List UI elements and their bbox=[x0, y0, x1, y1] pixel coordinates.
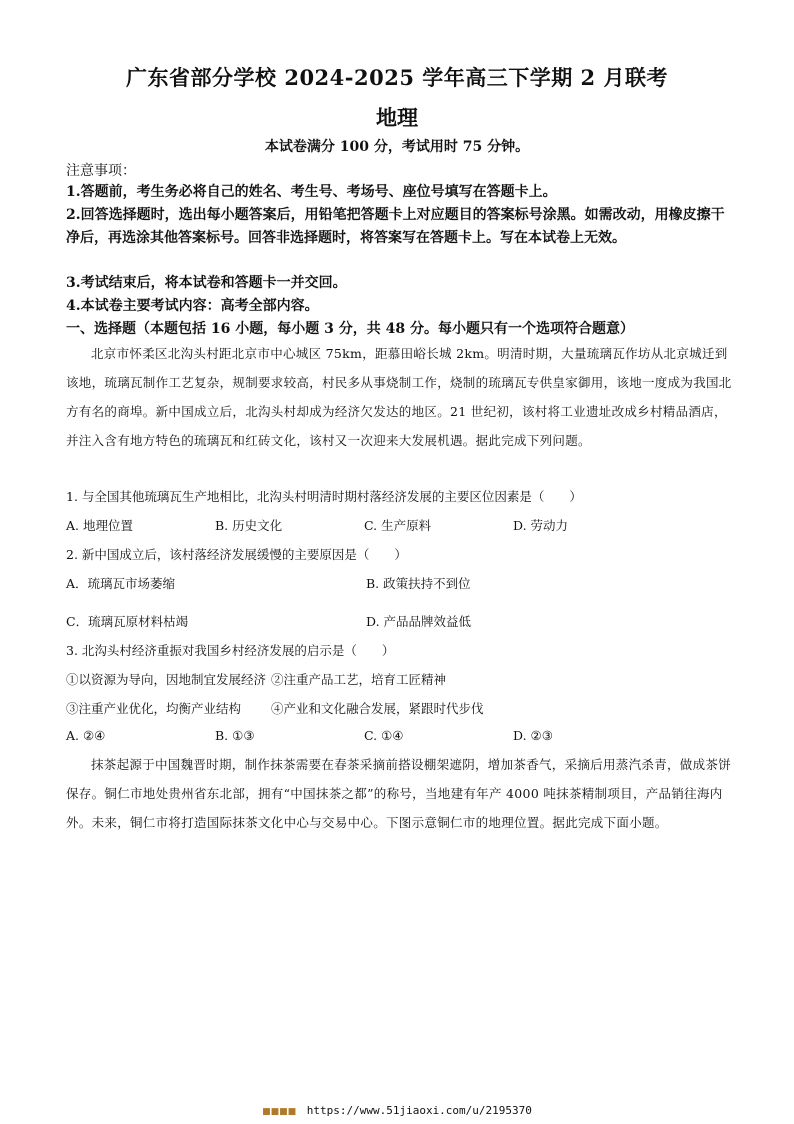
question-stem: 1. 与全国其他琉璃瓦生产地相比，北沟头村明清时期村落经济发展的主要区位因素是（ ） bbox=[66, 489, 582, 504]
option[interactable]: D. 劳动力 bbox=[513, 518, 569, 533]
option[interactable]: A. ②④ bbox=[66, 728, 106, 743]
statement-row bbox=[66, 699, 734, 717]
footer-url[interactable]: https://www.51jiaoxi.com/u/2195370 bbox=[306, 1104, 532, 1117]
notice-item: 3.考试结束后，将本试卷和答题卡一并交回。 bbox=[66, 275, 347, 291]
question-options bbox=[66, 728, 734, 743]
option[interactable]: A．琉璃瓦市场萎缩 bbox=[66, 576, 176, 591]
site-logo-mark: ■■■■ bbox=[262, 1107, 297, 1117]
section-heading: 一、选择题（本题包括 16 小题，每小题 3 分，共 48 分。每小题只有一个选项符合题意） bbox=[66, 321, 634, 337]
question-stem: 3. 北沟头村经济重振对我国乡村经济发展的启示是（ ） bbox=[66, 643, 395, 658]
notice-item: 2.回答选择题时，选出每小题答案后，用铅笔把答题卡上对应题目的答案标号涂黑。如需改动，用橡皮擦干净后，再选涂其他答案标号。回答非选择题时，将答案写在答题卡上。写在本试卷上无效。 bbox=[66, 207, 725, 246]
option[interactable]: C. 生产原料 bbox=[364, 518, 432, 533]
statement: ①以资源为导向，因地制宜发展经济 bbox=[66, 672, 267, 687]
option[interactable]: B. 政策扶持不到位 bbox=[366, 576, 471, 591]
option[interactable]: C. ①④ bbox=[364, 728, 404, 743]
notice-item: 1.答题前，考生务必将自己的姓名、考生号、考场号、座位号填写在答题卡上。 bbox=[66, 184, 557, 200]
reading-passage: 抹茶起源于中国魏晋时期，制作抹茶需要在春茶采摘前搭设棚架遮阴，增加茶香气，采摘后用蒸汽杀青，做成茶饼保存。铜仁市地处贵州省东北部，拥有“中国抹茶之都”的称号，当地建有年产 4000 吨抹茶精制项目，产品销往海内外。未来，铜仁市将打造国际抹茶文化中心与交易中心。下图示意铜仁市的地理位置。据此完成下面小题。 bbox=[66, 757, 732, 830]
option[interactable]: D. 产品品牌效益低 bbox=[366, 614, 472, 629]
score-line: 本试卷满分 100 分，考试用时 75 分钟。 bbox=[264, 139, 530, 155]
statement-row bbox=[66, 670, 734, 688]
option[interactable]: C．琉璃瓦原材料枯竭 bbox=[66, 614, 189, 629]
notice-heading: 注意事项： bbox=[66, 163, 136, 179]
exam-title: 广东省部分学校 2024-2025 学年高三下学期 2 月联考 bbox=[126, 65, 668, 90]
question-options bbox=[66, 516, 734, 534]
statement: ②注重产品工艺，培育工匠精神 bbox=[271, 672, 447, 687]
statement: ③注重产业优化，均衡产业结构 bbox=[66, 701, 242, 716]
option[interactable]: B. ①③ bbox=[215, 728, 255, 743]
reading-passage: 北京市怀柔区北沟头村距北京市中心城区 75km，距慕田峪长城 2km。明清时期，大量琉璃瓦作坊从北京城迁到该地，琉璃瓦制作工艺复杂，规制要求较高，村民多从事烧制工作，烧制的琉璃瓦专供皇家御用，该地一度成为我国北方有名的商埠。新中国成立后，北沟头村却成为经济欠发达的地区。21 世纪初，该村将工业遗址改成乡村精品酒店，并注入含有地方特色的琉璃瓦和红砖文化，该村又一次迎来大发展机遇。据此完成下列问题。 bbox=[66, 346, 732, 448]
option[interactable]: B. 历史文化 bbox=[215, 518, 283, 533]
footer bbox=[0, 1104, 794, 1117]
question-stem: 2. 新中国成立后，该村落经济发展缓慢的主要原因是（ ） bbox=[66, 547, 407, 562]
notice-item: 4.本试卷主要考试内容：高考全部内容。 bbox=[66, 298, 319, 314]
statement: ④产业和文化融合发展，紧跟时代步伐 bbox=[271, 701, 484, 716]
subject-title: 地理 bbox=[376, 105, 418, 130]
question-options bbox=[66, 574, 734, 592]
option[interactable]: D. ②③ bbox=[513, 728, 553, 743]
option[interactable]: A. 地理位置 bbox=[66, 518, 133, 533]
question-options bbox=[66, 612, 734, 630]
